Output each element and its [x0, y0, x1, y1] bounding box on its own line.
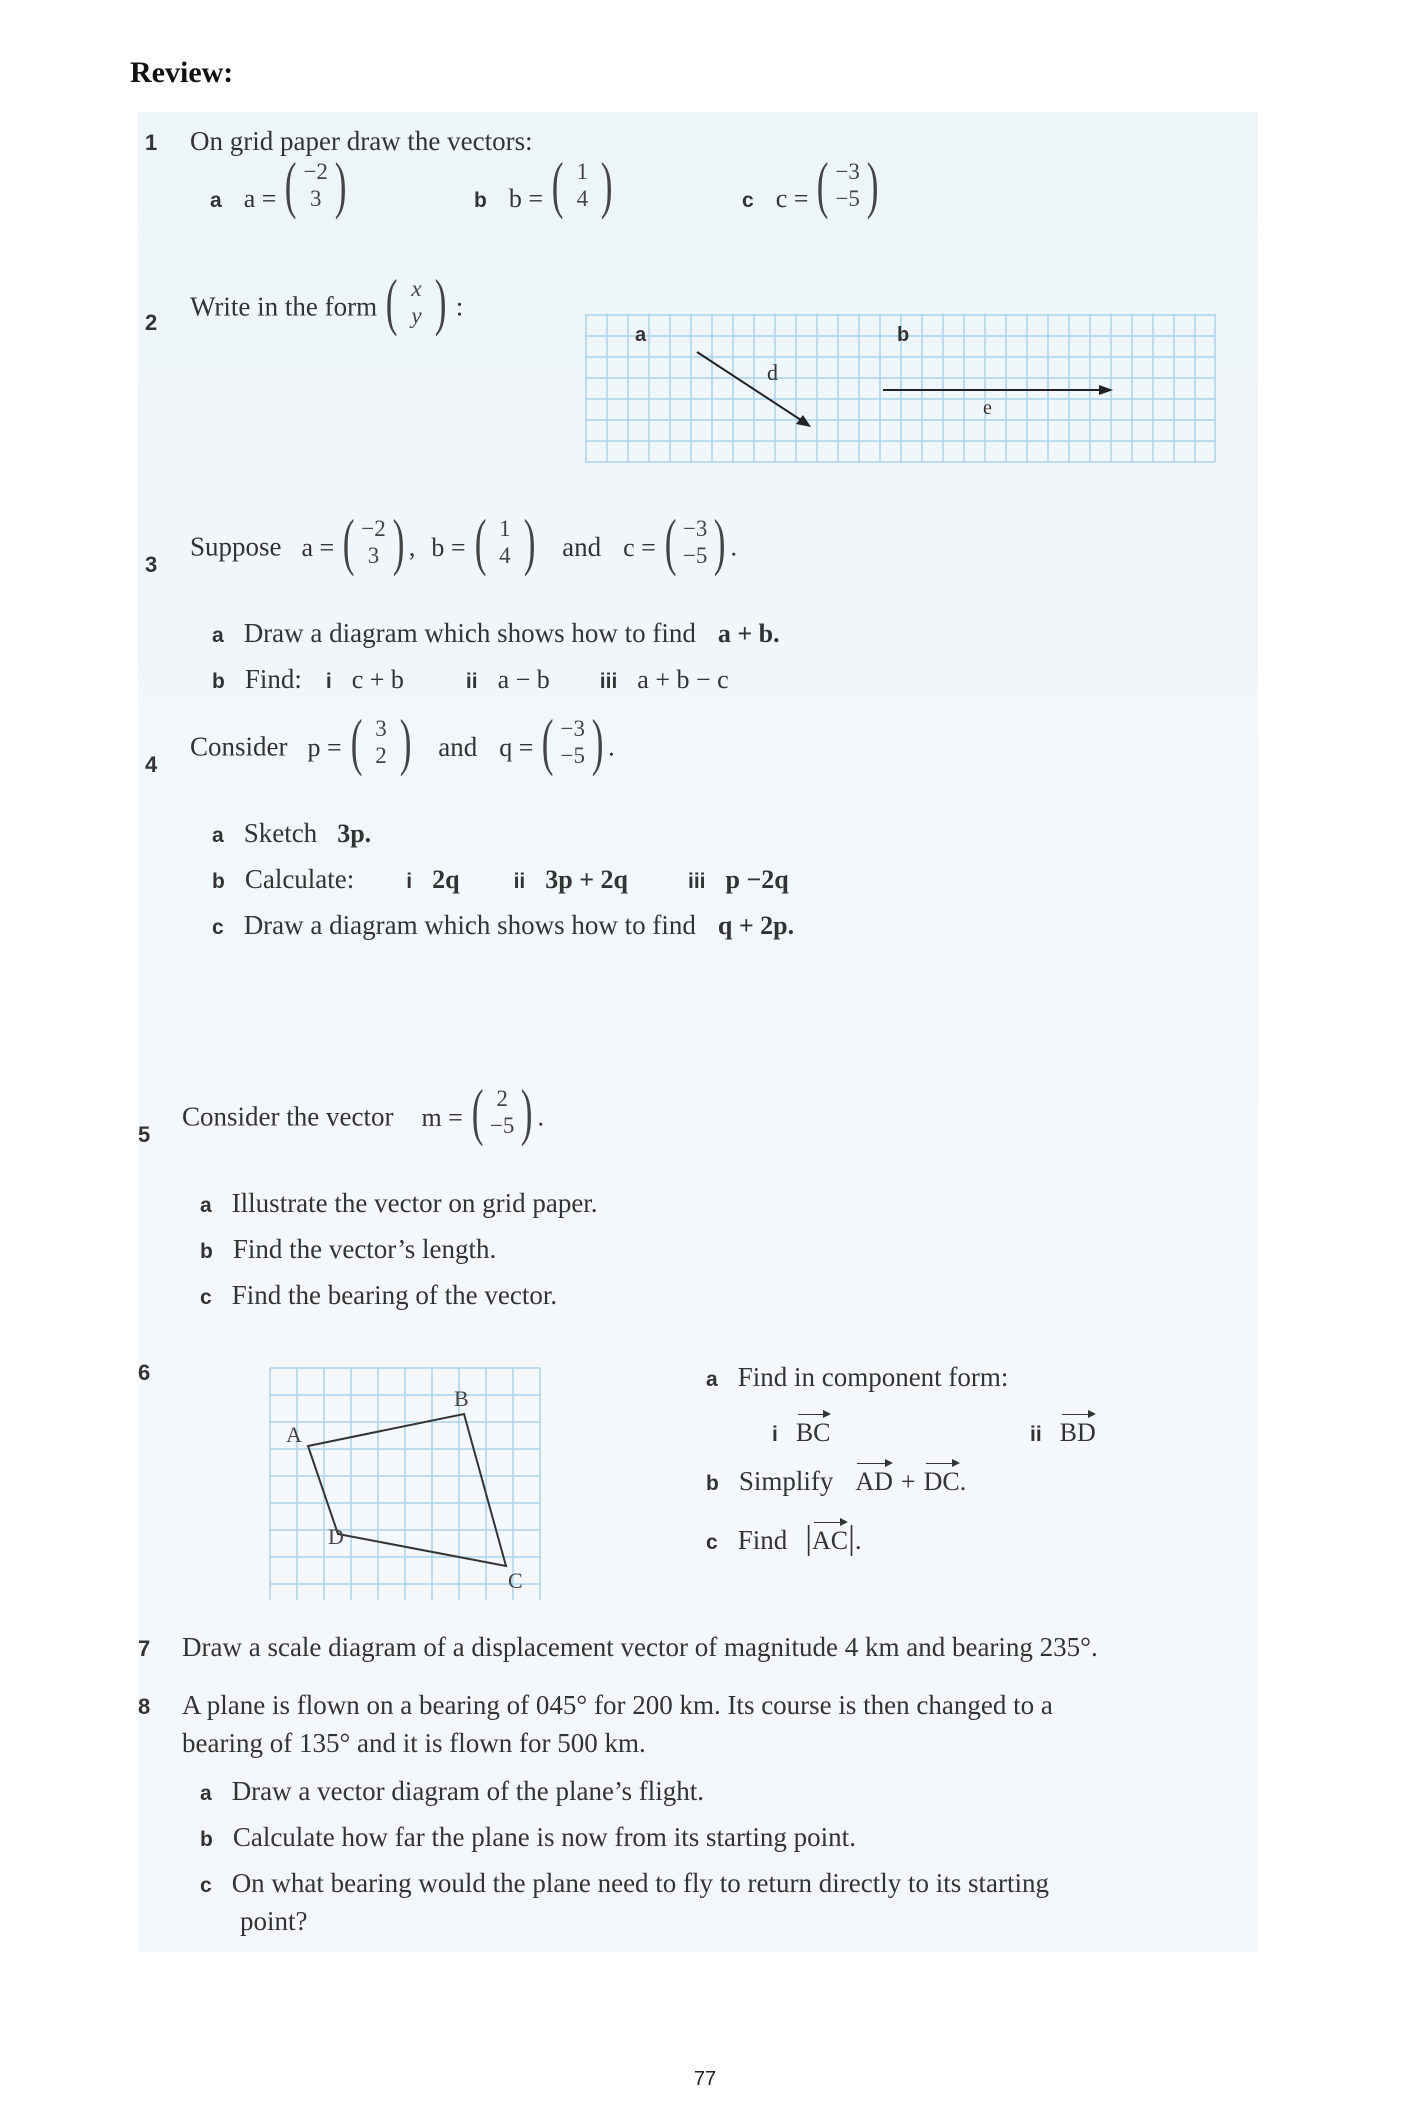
q2-vector-grid — [585, 314, 1225, 468]
q6-part-a — [706, 1362, 1008, 1393]
question-4-text: Consider — [190, 731, 288, 762]
roman-ii: ii — [1030, 1423, 1042, 1446]
q1-part-c — [742, 149, 883, 221]
vector-bottom: −5 — [682, 543, 708, 568]
q3-part-b-text: Find: — [244, 664, 302, 694]
vector-top: −3 — [682, 516, 708, 541]
period: . — [959, 1467, 967, 1496]
q4-part-c-label: c — [212, 916, 224, 939]
abs-bar-left: | — [805, 1520, 813, 1557]
period: . — [608, 732, 615, 762]
q6-part-b — [706, 1466, 966, 1497]
q1-part-c-label: c — [742, 189, 754, 212]
q1-c-vector — [812, 149, 883, 221]
left-paren: ( — [474, 506, 487, 577]
q4-part-a — [212, 818, 371, 849]
q3-part-b-label: b — [212, 670, 225, 693]
q3-c-vector — [660, 506, 731, 577]
vector-top: 1 — [576, 159, 589, 185]
period: . — [854, 1526, 862, 1555]
right-paren: ) — [334, 149, 347, 221]
q6-part-a-label: a — [706, 1368, 718, 1391]
plus-sign: + — [900, 1467, 916, 1496]
q1-part-a-label: a — [210, 189, 222, 212]
vector-bottom: −5 — [560, 743, 585, 768]
vector-top: 1 — [499, 516, 511, 541]
question-6-number: 6 — [138, 1360, 151, 1385]
q5-part-a — [200, 1188, 598, 1219]
question-2-number: 2 — [145, 310, 158, 335]
q4-part-c-expression: q + 2p. — [717, 911, 795, 940]
q4-part-b-label: b — [212, 870, 225, 893]
roman-i: i — [325, 670, 332, 693]
q4-p-lhs: p = — [307, 732, 342, 762]
vector-top: −2 — [303, 159, 328, 185]
vertex-label-a: A — [286, 1422, 302, 1447]
q5-part-b — [200, 1234, 496, 1265]
q1-part-b-label: b — [474, 189, 487, 212]
roman-ii: ii — [465, 670, 478, 693]
roman-iii: iii — [688, 870, 706, 893]
vector-bottom: y — [411, 303, 422, 328]
q3-b-iii-expression: a + b − c — [637, 665, 729, 694]
q8-part-c — [200, 1868, 1049, 1899]
q8-part-c-text-line-1: On what bearing would the plane need to fly to return directly to its starting — [231, 1868, 1049, 1898]
q5-part-a-label: a — [200, 1194, 212, 1217]
q6-part-c — [706, 1520, 861, 1558]
q4-part-a-expression: 3p. — [337, 819, 372, 848]
vector-top: −3 — [835, 159, 860, 185]
question-2-line — [190, 266, 464, 337]
q3-part-a-label: a — [212, 624, 224, 647]
vector-top: −3 — [560, 716, 585, 741]
roman-iii: iii — [599, 670, 618, 693]
question-5-line — [182, 1076, 544, 1147]
question-8-text-line-2: bearing of 135° and it is flown for 500 km. — [182, 1728, 646, 1758]
vector-d-line — [697, 352, 807, 424]
left-paren: ( — [817, 149, 829, 221]
question-7-text: Draw a scale diagram of a displacement vector of magnitude 4 km and bearing 235°. — [182, 1632, 1098, 1662]
comma: , — [408, 532, 416, 562]
period: . — [537, 1102, 544, 1132]
left-paren: ( — [285, 149, 297, 221]
roman-i: i — [406, 870, 413, 893]
q3-a-lhs: a = — [301, 532, 335, 562]
q1-c-lhs: c = — [775, 184, 809, 213]
q5-part-c-text: Find the bearing of the vector. — [231, 1280, 558, 1310]
q3-part-a — [212, 618, 780, 649]
q5-part-b-text: Find the vector’s length. — [232, 1234, 497, 1264]
q6-part-c-text: Find — [737, 1525, 788, 1555]
vector-dc: DC — [923, 1467, 960, 1496]
grid-label-a: a — [635, 324, 647, 346]
vertex-label-d: D — [328, 1524, 344, 1549]
left-paren: ( — [385, 266, 398, 337]
q4-b-i-expression: 2q — [432, 865, 460, 894]
vector-bottom: 4 — [576, 186, 589, 212]
vector-ac: AC — [812, 1526, 849, 1555]
right-paren: ) — [591, 706, 604, 777]
q1-b-vector — [547, 149, 618, 221]
colon: : — [455, 291, 464, 322]
vector-d-arrowhead — [796, 415, 811, 427]
question-3-line — [190, 506, 737, 577]
question-2-text: Write in the form — [190, 291, 378, 322]
vector-bottom: 2 — [375, 743, 387, 768]
q3-b-lhs: b = — [431, 532, 466, 562]
q6-part-a-ii — [1030, 1418, 1096, 1448]
q6-quadrilateral-diagram — [268, 1366, 548, 1606]
vector-top: x — [411, 276, 422, 301]
q6-part-b-text: Simplify — [738, 1466, 834, 1496]
vector-top: −2 — [361, 516, 386, 541]
q4-part-c — [212, 910, 794, 941]
right-paren: ) — [601, 149, 613, 221]
question-5-number: 5 — [138, 1122, 151, 1147]
question-8-number: 8 — [138, 1694, 151, 1719]
q4-q-lhs: q = — [499, 732, 534, 762]
q5-part-a-text: Illustrate the vector on grid paper. — [231, 1188, 598, 1218]
vector-top: 2 — [496, 1086, 508, 1111]
right-paren: ) — [866, 149, 879, 221]
right-paren: ) — [523, 506, 536, 577]
q8-part-b-label: b — [200, 1828, 213, 1851]
q4-q-vector — [537, 706, 608, 777]
q8-part-a-text: Draw a vector diagram of the plane’s flight. — [231, 1776, 705, 1806]
left-paren: ( — [664, 506, 677, 577]
right-paren: ) — [520, 1076, 533, 1147]
q3-a-vector — [338, 506, 409, 577]
vector-ad: AD — [855, 1467, 893, 1496]
q8-part-b — [200, 1822, 856, 1853]
q1-part-a — [210, 149, 351, 221]
q2-form-vector — [381, 266, 452, 337]
question-4-number: 4 — [145, 752, 158, 777]
and-text: and — [438, 731, 478, 762]
right-paren: ) — [399, 706, 412, 777]
q8-part-a — [200, 1776, 704, 1807]
q5-m-lhs: m = — [421, 1102, 463, 1132]
vertex-label-b: B — [454, 1386, 469, 1411]
q8-part-c-text-line-2: point? — [240, 1906, 308, 1936]
q8-part-a-label: a — [200, 1782, 212, 1805]
right-paren: ) — [435, 266, 447, 337]
vector-bd: BD — [1059, 1418, 1096, 1447]
q4-part-b-text: Calculate: — [244, 864, 355, 894]
q6-part-c-label: c — [706, 1531, 718, 1554]
q3-part-b — [212, 664, 729, 695]
left-paren: ( — [471, 1076, 484, 1147]
vertex-label-c: C — [508, 1568, 523, 1593]
q4-p-vector — [346, 706, 417, 777]
question-7-number: 7 — [138, 1636, 151, 1661]
grid-label-d: d — [767, 360, 778, 385]
question-5-text: Consider the vector — [182, 1101, 394, 1132]
q4-b-iii-expression: p −2q — [725, 865, 789, 894]
q5-m-vector — [467, 1076, 538, 1147]
grid-label-b: b — [897, 324, 910, 346]
q5-part-c — [200, 1280, 557, 1311]
right-paren: ) — [392, 506, 405, 577]
question-1-text: On grid paper draw the vectors: — [190, 126, 533, 156]
q6-part-a-text: Find in component form: — [737, 1362, 1009, 1392]
q4-part-c-text: Draw a diagram which shows how to find — [243, 910, 696, 940]
vector-bottom: −5 — [489, 1113, 515, 1138]
q3-part-a-expression: a + b. — [717, 619, 780, 648]
q3-b-i-expression: c + b — [351, 665, 404, 694]
left-paren: ( — [350, 706, 363, 777]
q4-part-a-label: a — [212, 824, 224, 847]
left-paren: ( — [551, 149, 564, 221]
vector-bottom: 4 — [499, 543, 511, 568]
abs-bar-right: | — [848, 1520, 855, 1557]
vector-bottom: −5 — [835, 186, 860, 212]
roman-i: i — [772, 1423, 778, 1446]
question-1-number: 1 — [145, 130, 158, 155]
left-paren: ( — [542, 706, 554, 777]
q4-part-b — [212, 864, 789, 895]
q1-part-b — [474, 149, 618, 221]
q8-part-b-text: Calculate how far the plane is now from its starting point. — [232, 1822, 856, 1852]
q1-a-vector — [280, 149, 351, 221]
vector-bc: BC — [795, 1418, 831, 1447]
page-title: Review: — [130, 56, 234, 89]
vector-bottom: 3 — [367, 543, 380, 568]
q1-a-lhs: a = — [243, 184, 277, 213]
q3-b-vector — [470, 506, 541, 577]
q6-part-a-i — [772, 1418, 831, 1448]
vector-top: 3 — [375, 716, 387, 741]
roman-ii: ii — [513, 870, 526, 893]
q5-part-b-label: b — [200, 1240, 213, 1263]
page-number: 77 — [693, 2068, 717, 2090]
question-4-line — [190, 706, 615, 777]
and-text: and — [562, 531, 602, 562]
q1-b-lhs: b = — [508, 184, 543, 213]
question-3-number: 3 — [145, 552, 158, 577]
q4-part-a-text: Sketch — [243, 818, 318, 848]
vector-bottom: 3 — [309, 186, 322, 212]
q3-b-ii-expression: a − b — [497, 665, 550, 694]
period: . — [730, 532, 737, 562]
q5-part-c-label: c — [200, 1286, 212, 1309]
q4-b-ii-expression: 3p + 2q — [545, 865, 629, 894]
left-paren: ( — [343, 506, 355, 577]
q6-part-b-label: b — [706, 1472, 719, 1495]
grid-label-e: e — [983, 397, 992, 419]
question-3-text: Suppose — [190, 531, 282, 562]
question-8-text-line-1: A plane is flown on a bearing of 045° for 200 km. Its course is then changed to a — [182, 1690, 1053, 1720]
q3-c-lhs: c = — [623, 532, 656, 562]
q8-part-c-label: c — [200, 1874, 212, 1897]
right-paren: ) — [713, 506, 726, 577]
q3-part-a-text: Draw a diagram which shows how to find — [243, 618, 696, 648]
